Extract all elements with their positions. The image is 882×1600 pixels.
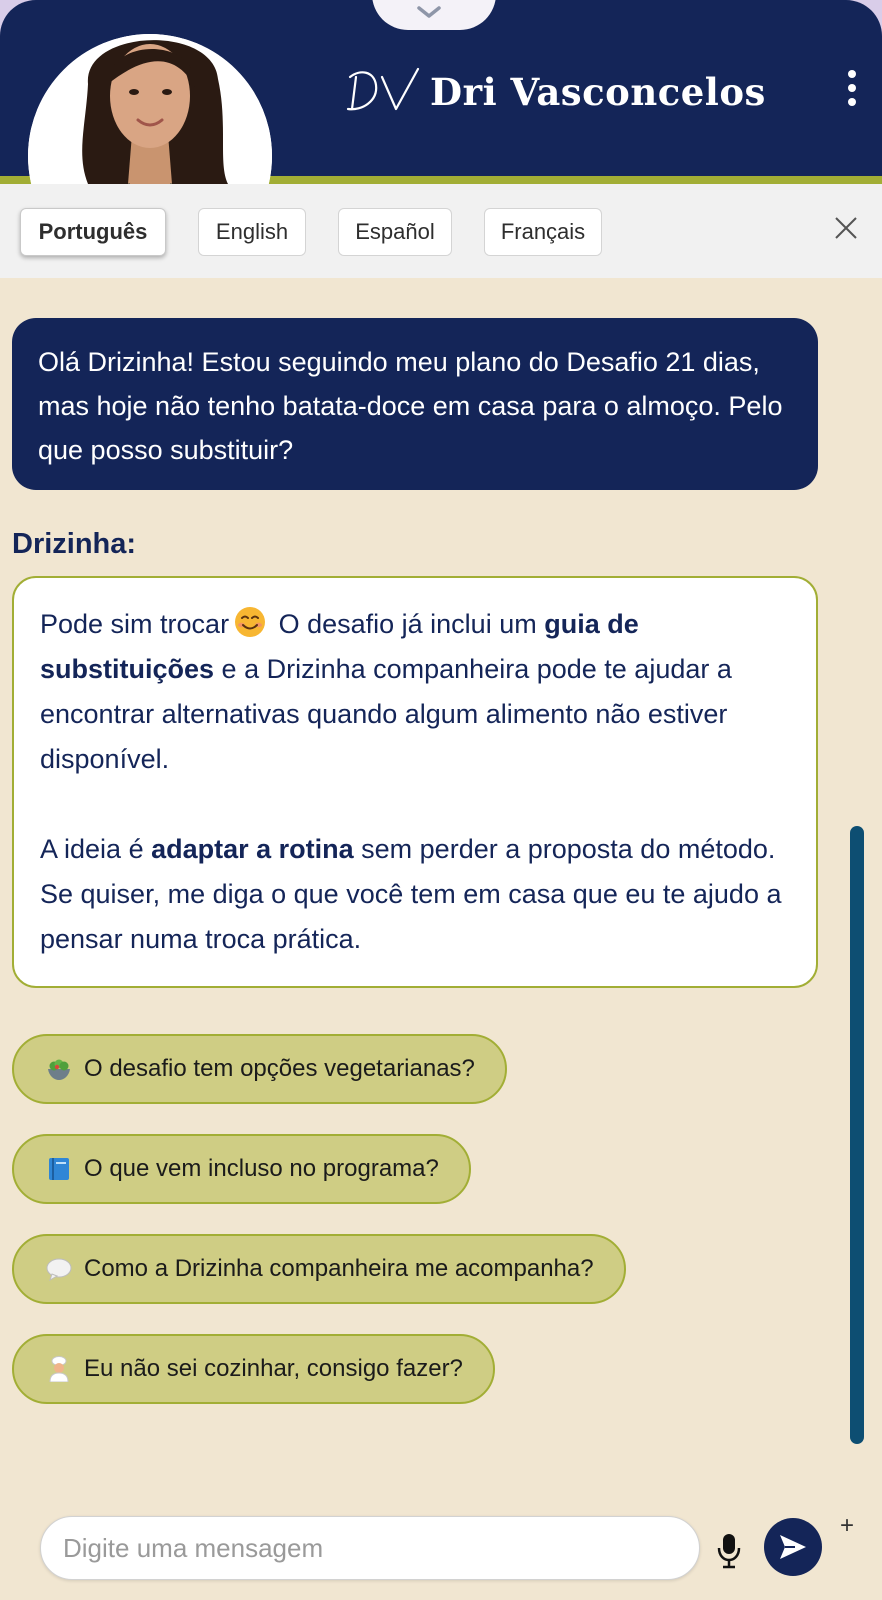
salad-icon <box>46 1056 72 1082</box>
send-button[interactable] <box>764 1518 822 1576</box>
language-option-espanol[interactable]: Español <box>338 208 452 256</box>
brand-monogram-icon <box>342 63 430 121</box>
chevron-down-icon[interactable] <box>414 2 444 22</box>
language-option-francais[interactable]: Français <box>484 208 602 256</box>
bot-reply-paragraph-2: A ideia é adaptar a rotina sem perder a proposta do método. Se quiser, me diga o que você tem em casa que eu te ajudo a pensar numa troca prática. <box>40 834 782 954</box>
user-message-bubble <box>12 318 818 490</box>
speech-bubble-icon <box>46 1256 72 1282</box>
add-attachment-button[interactable]: + <box>840 1512 855 1539</box>
avatar-portrait-icon <box>28 34 272 184</box>
language-bar <box>0 184 882 278</box>
suggestion-chip-vegetarian[interactable]: O desafio tem opções vegetarianas? <box>12 1034 507 1104</box>
more-options-icon[interactable] <box>844 70 860 106</box>
suggestion-chip-program[interactable]: O que vem incluso no programa? <box>12 1134 471 1204</box>
chat-header <box>0 0 882 184</box>
chef-icon <box>46 1356 72 1382</box>
bot-message-bubble <box>12 576 818 988</box>
avatar <box>28 34 272 184</box>
suggestion-chip-companion[interactable]: Como a Drizinha companheira me acompanha? <box>12 1234 626 1304</box>
suggestion-chip-cooking[interactable]: Eu não sei cozinhar, consigo fazer? <box>12 1334 495 1404</box>
microphone-icon[interactable] <box>716 1530 742 1570</box>
bot-reply-paragraph-1: Pode sim trocar O desafio já inclui um guia de substituições e a Drizinha companheira pode te ajudar a encontrar alternativas quando algum alimento não estiver disponível. <box>40 602 792 782</box>
close-icon[interactable] <box>832 214 860 242</box>
language-option-english[interactable]: English <box>198 208 306 256</box>
brand-logo <box>342 62 766 122</box>
bot-name-label: Drizinha: <box>12 528 137 560</box>
user-message-text: Olá Drizinha! Estou seguindo meu plano do Desafio 21 dias, mas hoje não tenho batata-doce em casa para o almoço. Pelo que posso substituir? <box>38 347 783 465</box>
message-input[interactable] <box>41 1517 699 1579</box>
brand-name: Dri Vasconcelos <box>430 70 766 114</box>
language-option-portugues[interactable]: Português <box>20 208 166 256</box>
send-icon <box>777 1531 809 1563</box>
smiling-face-icon <box>233 605 267 639</box>
chat-scrollbar[interactable] <box>850 826 864 1444</box>
blue-book-icon <box>46 1156 72 1182</box>
message-input-container <box>40 1516 700 1580</box>
